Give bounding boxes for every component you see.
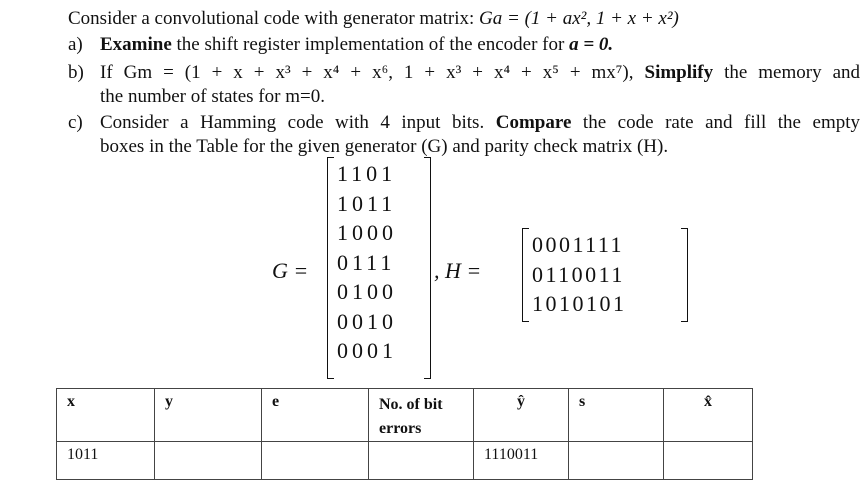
part-c-keyword: Compare [495, 112, 572, 133]
cell-e-value [262, 442, 368, 446]
matrix-g-row: 0100 [337, 279, 397, 304]
part-b-keyword: Simplify [644, 62, 714, 83]
intro-formula: Ga = (1 + ax², 1 + x + x²) [479, 8, 679, 29]
part-b-text-start: If Gm = (1 + x + x³ + x⁴ + x⁶, 1 + x³ + x⁴ + x⁵ + mx⁷), [100, 62, 634, 83]
part-a-keyword: Examine [100, 34, 172, 55]
table-header-row [57, 389, 753, 442]
cell-y-hat-value: 1110011 [484, 446, 539, 463]
matrix-g-left-bracket [327, 157, 334, 379]
intro-line [68, 8, 679, 30]
part-c-line-1 [100, 112, 860, 134]
cell-y[interactable] [155, 442, 262, 480]
cell-e[interactable] [262, 442, 369, 480]
matrix-g-row: 1011 [337, 190, 397, 216]
part-c-text-start: Consider a Hamming code with 4 input bits. [100, 112, 485, 133]
header-x-hat-label: x̂ [704, 393, 712, 410]
cell-x-hat[interactable] [664, 442, 753, 480]
part-b-line-1 [100, 62, 860, 84]
header-x [57, 389, 155, 442]
h-label: , H = [434, 258, 482, 283]
header-y-label: y [165, 393, 173, 410]
cell-x-hat-value [664, 442, 752, 446]
matrix-g [327, 157, 431, 379]
matrix-g-row: 1101 [337, 161, 397, 186]
header-bit-errors [369, 389, 474, 442]
header-y [155, 389, 262, 442]
header-s-label: s [579, 393, 586, 410]
part-a-text [100, 34, 613, 56]
matrix-g-right-bracket [424, 157, 431, 379]
cell-x [57, 442, 155, 480]
part-a-condition: a = 0. [569, 34, 614, 55]
hamming-table [56, 388, 753, 480]
part-b-text-end: the memory and [713, 62, 861, 83]
header-bit-errors-label: No. of bit errors [379, 396, 443, 437]
matrix-h [522, 228, 688, 322]
header-y-hat [474, 389, 569, 442]
cell-x-value: 1011 [67, 446, 99, 463]
cell-bit-errors-value [369, 442, 473, 446]
header-e [262, 389, 369, 442]
part-a-body: the shift register implementation of the encoder for [171, 34, 570, 55]
part-c-line-2: boxes in the Table for the given generator (G) and parity check matrix (H). [100, 136, 669, 157]
matrix-g-row: 0111 [337, 249, 396, 275]
part-a-marker: a) [68, 34, 83, 55]
cell-s[interactable] [569, 442, 664, 480]
matrix-g-row: 1000 [337, 220, 397, 245]
matrix-g-row: 0010 [337, 308, 397, 334]
header-s [569, 389, 664, 442]
intro-text: Consider a convolutional code with generator matrix: [68, 8, 480, 29]
header-e-label: e [272, 393, 280, 410]
matrix-h-row: 0110011 [532, 261, 625, 287]
matrix-h-right-bracket [681, 228, 688, 322]
matrix-g-rows [337, 159, 423, 366]
part-c-marker: c) [68, 112, 83, 133]
header-x-label: x [67, 393, 75, 410]
header-y-hat-label: ŷ [517, 393, 525, 410]
part-b-line-2: the number of states for m=0. [100, 86, 325, 107]
part-c-text-end: the code rate and fill the empty [571, 112, 861, 133]
matrix-g-row: 0001 [337, 338, 397, 363]
matrix-h-rows [532, 230, 680, 319]
g-label: G = [272, 258, 309, 283]
part-b-marker: b) [68, 62, 84, 83]
cell-y-hat [474, 442, 569, 480]
matrix-h-row: 0001111 [532, 232, 625, 257]
matrix-h-row: 1010101 [532, 291, 627, 316]
cell-y-value [155, 442, 261, 446]
table-row [57, 442, 753, 480]
cell-s-value [569, 442, 663, 446]
cell-bit-errors[interactable] [369, 442, 474, 480]
matrix-h-left-bracket [522, 228, 529, 322]
header-x-hat [664, 389, 753, 442]
